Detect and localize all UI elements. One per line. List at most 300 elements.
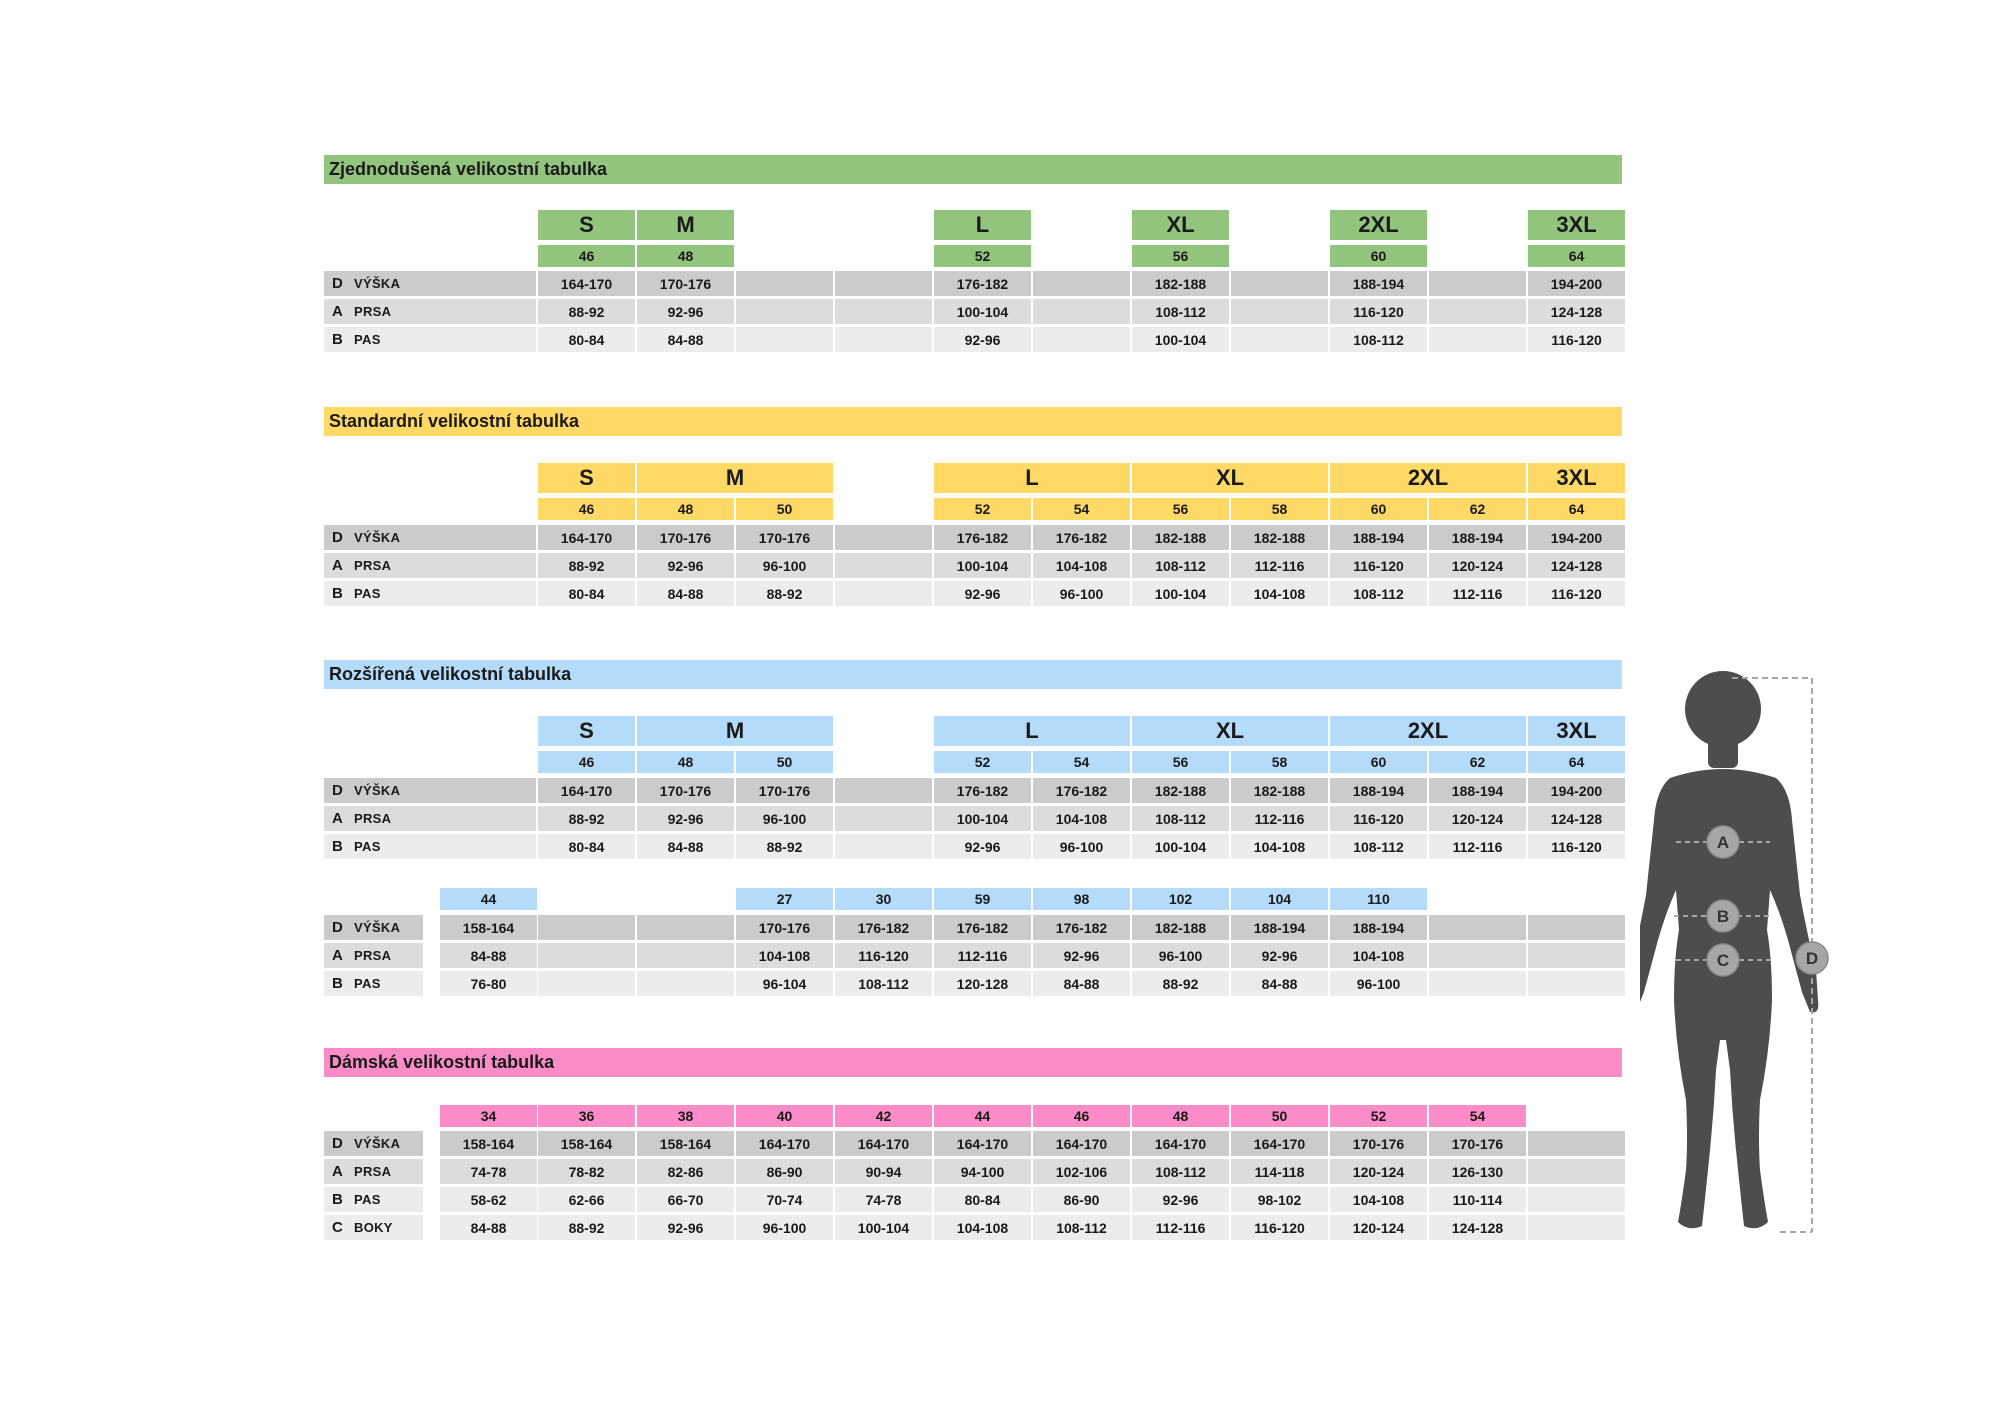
row-label-pas [324,327,536,352]
empty-cell [637,915,734,940]
table-cell: 84-88 [1033,971,1130,996]
table-cell: 116-120 [1231,1215,1328,1240]
table-title-3: Rozšířená velikostní tabulka [324,660,1622,689]
row-label-prsa [324,1159,423,1184]
row-code: D [332,275,343,292]
table-cell: 100-104 [1132,327,1229,352]
row-text: PRSA [354,558,392,573]
table-cell: 92-96 [1033,943,1130,968]
empty-cell [835,806,932,831]
size-number: 64 [1528,245,1625,267]
size-number: 64 [1528,751,1625,773]
table-cell: 194-200 [1528,271,1625,296]
table-cell: 188-194 [1429,778,1526,803]
row-text: PRSA [354,304,392,319]
table-cell: 120-124 [1429,553,1526,578]
size-number: 52 [1330,1105,1427,1127]
size-number: 44 [934,1105,1031,1127]
row-text: PAS [354,839,381,854]
table-cell: 158-164 [538,1131,635,1156]
table-cell: 80-84 [538,834,635,859]
empty-cell [1033,271,1130,296]
empty-cell [736,271,833,296]
row-code: B [332,1191,343,1208]
table-cell: 88-92 [1132,971,1229,996]
row-label-výška [324,271,536,296]
table-cell: 84-88 [440,1215,537,1240]
row-text: PRSA [354,1164,392,1179]
table-cell: 112-116 [1429,834,1526,859]
table-cell: 158-164 [637,1131,734,1156]
table-cell: 110-114 [1429,1187,1526,1212]
size-number: 46 [538,751,635,773]
table-cell: 80-84 [538,327,635,352]
table-cell: 86-90 [1033,1187,1130,1212]
table-cell: 188-194 [1330,778,1427,803]
empty-cell [1528,1159,1625,1184]
extra-size-number: 30 [835,888,932,910]
row-code: A [332,947,343,964]
empty-cell [1231,299,1328,324]
table-cell: 116-120 [1528,581,1625,606]
empty-cell [637,971,734,996]
row-label-prsa [324,299,536,324]
size-number: 42 [835,1105,932,1127]
size-number: 54 [1033,751,1130,773]
table-cell: 100-104 [934,806,1031,831]
table-cell: 98-102 [1231,1187,1328,1212]
extra-size-number: 44 [440,888,537,910]
row-code: B [332,838,343,855]
table-cell: 188-194 [1231,915,1328,940]
table-cell: 84-88 [637,834,734,859]
table-cell: 112-116 [1231,806,1328,831]
table-cell: 62-66 [538,1187,635,1212]
row-code: D [332,919,343,936]
size-number: 48 [637,245,734,267]
table-cell: 84-88 [637,581,734,606]
empty-cell [1528,943,1625,968]
table-cell: 100-104 [934,299,1031,324]
table-cell: 116-120 [1528,834,1625,859]
table-cell: 80-84 [538,581,635,606]
table-cell: 92-96 [1231,943,1328,968]
table-cell: 104-108 [1330,943,1427,968]
row-code: B [332,585,343,602]
table-cell: 96-100 [736,1215,833,1240]
table-cell: 112-116 [1429,581,1526,606]
table-cell: 116-120 [835,943,932,968]
row-code: A [332,303,343,320]
empty-cell [1528,1215,1625,1240]
table-cell: 104-108 [1231,834,1328,859]
row-label-výška [324,778,536,803]
size-number: 52 [934,245,1031,267]
table-cell: 126-130 [1429,1159,1526,1184]
size-header-s: S [538,210,635,240]
table-cell: 120-124 [1330,1159,1427,1184]
table-cell: 164-170 [538,525,635,550]
size-number: 54 [1033,498,1130,520]
size-number: 62 [1429,751,1526,773]
table-cell: 176-182 [1033,778,1130,803]
empty-cell [835,778,932,803]
marker-b-label: B [1716,907,1730,926]
table-cell: 104-108 [1231,581,1328,606]
table-cell: 92-96 [934,834,1031,859]
extra-size-number: 102 [1132,888,1229,910]
table-cell: 176-182 [1033,525,1130,550]
table-cell: 108-112 [1132,806,1229,831]
empty-cell [538,943,635,968]
empty-cell [1429,299,1526,324]
row-code: A [332,557,343,574]
size-number: 60 [1330,751,1427,773]
table-cell: 176-182 [1033,915,1130,940]
marker-d-label: D [1805,949,1819,968]
table-cell: 120-128 [934,971,1031,996]
row-code: B [332,975,343,992]
size-number: 56 [1132,245,1229,267]
row-text: PRSA [354,948,392,963]
table-cell: 84-88 [1231,971,1328,996]
marker-a-label: A [1716,833,1730,852]
table-cell: 164-170 [736,1131,833,1156]
extra-size-number: 104 [1231,888,1328,910]
table-cell: 194-200 [1528,778,1625,803]
size-header-2xl: 2XL [1330,210,1427,240]
table-cell: 182-188 [1132,915,1229,940]
row-text: PRSA [354,811,392,826]
row-label-pas [324,834,536,859]
table-cell: 124-128 [1528,806,1625,831]
row-text: VÝŠKA [354,783,401,798]
row-label-prsa [324,943,423,968]
extra-size-number: 27 [736,888,833,910]
size-header-3xl: 3XL [1528,210,1625,240]
size-header-2xl: 2XL [1330,463,1526,493]
table-cell: 92-96 [1132,1187,1229,1212]
table-cell: 124-128 [1528,553,1625,578]
size-header-s: S [538,716,635,746]
marker-c-label: C [1716,951,1730,970]
row-text: BOKY [354,1220,393,1235]
size-header-3xl: 3XL [1528,716,1625,746]
size-number: 58 [1231,751,1328,773]
table-cell: 96-100 [736,806,833,831]
table-cell: 76-80 [440,971,537,996]
extra-size-number: 98 [1033,888,1130,910]
size-number: 52 [934,751,1031,773]
table-cell: 92-96 [637,806,734,831]
table-cell: 104-108 [1033,553,1130,578]
empty-cell [1033,299,1130,324]
table-cell: 108-112 [1033,1215,1130,1240]
table-cell: 170-176 [736,525,833,550]
size-header-m: M [637,716,833,746]
empty-cell [835,299,932,324]
table-cell: 108-112 [1330,834,1427,859]
size-header-3xl: 3XL [1528,463,1625,493]
table-cell: 182-188 [1231,525,1328,550]
empty-cell [538,971,635,996]
size-header-2xl: 2XL [1330,716,1526,746]
row-text: PAS [354,1192,381,1207]
table-cell: 96-100 [1330,971,1427,996]
table-cell: 120-124 [1330,1215,1427,1240]
empty-cell [1429,327,1526,352]
size-number: 48 [1132,1105,1229,1127]
table-cell: 170-176 [736,915,833,940]
size-header-xl: XL [1132,716,1328,746]
size-number: 52 [934,498,1031,520]
table-cell: 100-104 [1132,581,1229,606]
row-code: D [332,1135,343,1152]
size-header-l: L [934,716,1130,746]
table-cell: 164-170 [1033,1131,1130,1156]
size-header-m: M [637,463,833,493]
table-cell: 176-182 [835,915,932,940]
row-label-výška [324,525,536,550]
table-cell: 194-200 [1528,525,1625,550]
size-number: 56 [1132,498,1229,520]
table-cell: 170-176 [637,525,734,550]
empty-cell [835,581,932,606]
table-cell: 170-176 [637,778,734,803]
size-number: 56 [1132,751,1229,773]
table-cell: 90-94 [835,1159,932,1184]
table-cell: 164-170 [538,778,635,803]
table-cell: 88-92 [538,806,635,831]
row-label-pas [324,971,423,996]
table-title-2: Standardní velikostní tabulka [324,407,1622,436]
table-cell: 86-90 [736,1159,833,1184]
size-header-m: M [637,210,734,240]
table-cell: 170-176 [736,778,833,803]
table-cell: 188-194 [1429,525,1526,550]
row-label-prsa [324,553,536,578]
table-cell: 176-182 [934,525,1031,550]
size-header-xl: XL [1132,463,1328,493]
body-measurement-figure [1640,670,1880,1250]
empty-cell [637,943,734,968]
size-number: 62 [1429,498,1526,520]
table-cell: 96-104 [736,971,833,996]
table-cell: 58-62 [440,1187,537,1212]
table-cell: 170-176 [1330,1131,1427,1156]
table-cell: 88-92 [736,581,833,606]
table-cell: 114-118 [1231,1159,1328,1184]
table-cell: 188-194 [1330,271,1427,296]
empty-cell [1033,327,1130,352]
empty-cell [835,525,932,550]
table-cell: 108-112 [1132,299,1229,324]
size-number: 34 [440,1105,537,1127]
table-cell: 100-104 [835,1215,932,1240]
table-cell: 112-116 [1132,1215,1229,1240]
size-number: 50 [736,751,833,773]
empty-cell [835,271,932,296]
size-number: 54 [1429,1105,1526,1127]
table-cell: 74-78 [440,1159,537,1184]
row-label-pas [324,1187,423,1212]
empty-cell [1528,1187,1625,1212]
table-cell: 158-164 [440,1131,537,1156]
table-cell: 176-182 [934,271,1031,296]
row-code: C [332,1219,343,1236]
table-cell: 108-112 [835,971,932,996]
table-cell: 164-170 [1132,1131,1229,1156]
table-cell: 66-70 [637,1187,734,1212]
table-cell: 92-96 [934,581,1031,606]
table-cell: 188-194 [1330,525,1427,550]
table-cell: 74-78 [835,1187,932,1212]
row-label-boky [324,1215,423,1240]
row-text: PAS [354,976,381,991]
row-text: PAS [354,332,381,347]
table-cell: 70-74 [736,1187,833,1212]
table-cell: 112-116 [1231,553,1328,578]
table-cell: 182-188 [1132,525,1229,550]
table-cell: 164-170 [1231,1131,1328,1156]
table-cell: 96-100 [1033,581,1130,606]
size-number: 58 [1231,498,1328,520]
size-number: 46 [538,245,635,267]
size-number: 46 [538,498,635,520]
table-cell: 112-116 [934,943,1031,968]
extra-size-number: 59 [934,888,1031,910]
size-number: 60 [1330,245,1427,267]
size-number: 40 [736,1105,833,1127]
size-number: 50 [1231,1105,1328,1127]
size-number: 36 [538,1105,635,1127]
row-text: PAS [354,586,381,601]
size-number: 48 [637,498,734,520]
table-cell: 88-92 [736,834,833,859]
table-cell: 164-170 [835,1131,932,1156]
empty-cell [736,327,833,352]
table-cell: 104-108 [736,943,833,968]
row-code: D [332,529,343,546]
table-cell: 124-128 [1528,299,1625,324]
empty-cell [835,327,932,352]
empty-cell [1429,943,1526,968]
table-cell: 124-128 [1429,1215,1526,1240]
table-cell: 92-96 [637,299,734,324]
table-cell: 164-170 [934,1131,1031,1156]
table-cell: 92-96 [637,1215,734,1240]
row-text: VÝŠKA [354,530,401,545]
size-header-l: L [934,463,1130,493]
table-cell: 116-120 [1330,806,1427,831]
table-cell: 182-188 [1231,778,1328,803]
table-cell: 102-106 [1033,1159,1130,1184]
table-cell: 104-108 [1330,1187,1427,1212]
row-label-výška [324,915,423,940]
size-number: 50 [736,498,833,520]
table-cell: 116-120 [1330,299,1427,324]
table-cell: 94-100 [934,1159,1031,1184]
table-title-4: Dámská velikostní tabulka [324,1048,1622,1077]
empty-cell [835,834,932,859]
size-number: 64 [1528,498,1625,520]
table-cell: 104-108 [934,1215,1031,1240]
empty-cell [1528,971,1625,996]
row-code: D [332,782,343,799]
table-cell: 158-164 [440,915,537,940]
empty-cell [1528,1131,1625,1156]
size-number: 60 [1330,498,1427,520]
empty-cell [538,915,635,940]
empty-cell [1231,271,1328,296]
table-cell: 96-100 [736,553,833,578]
empty-cell [1429,271,1526,296]
table-cell: 80-84 [934,1187,1031,1212]
table-cell: 84-88 [440,943,537,968]
size-number: 38 [637,1105,734,1127]
table-cell: 108-112 [1330,327,1427,352]
table-cell: 108-112 [1132,1159,1229,1184]
empty-cell [1231,327,1328,352]
table-cell: 164-170 [538,271,635,296]
table-cell: 176-182 [934,778,1031,803]
table-cell: 78-82 [538,1159,635,1184]
table-cell: 88-92 [538,1215,635,1240]
table-cell: 116-120 [1528,327,1625,352]
row-code: A [332,810,343,827]
table-cell: 182-188 [1132,271,1229,296]
table-cell: 92-96 [934,327,1031,352]
table-cell: 170-176 [1429,1131,1526,1156]
table-cell: 188-194 [1330,915,1427,940]
table-cell: 96-100 [1132,943,1229,968]
table-cell: 108-112 [1132,553,1229,578]
row-label-pas [324,581,536,606]
marker-d [1796,942,1828,974]
table-cell: 116-120 [1330,553,1427,578]
table-title-1: Zjednodušená velikostní tabulka [324,155,1622,184]
table-cell: 100-104 [1132,834,1229,859]
table-cell: 104-108 [1033,806,1130,831]
table-cell: 84-88 [637,327,734,352]
empty-cell [736,299,833,324]
empty-cell [835,553,932,578]
size-header-l: L [934,210,1031,240]
row-label-výška [324,1131,423,1156]
row-text: VÝŠKA [354,1136,401,1151]
table-cell: 170-176 [637,271,734,296]
size-header-s: S [538,463,635,493]
table-cell: 88-92 [538,299,635,324]
size-number: 46 [1033,1105,1130,1127]
extra-size-number: 110 [1330,888,1427,910]
table-cell: 182-188 [1132,778,1229,803]
table-cell: 108-112 [1330,581,1427,606]
row-text: VÝŠKA [354,920,401,935]
row-code: A [332,1163,343,1180]
size-header-xl: XL [1132,210,1229,240]
table-cell: 100-104 [934,553,1031,578]
row-label-prsa [324,806,536,831]
table-cell: 120-124 [1429,806,1526,831]
empty-cell [1429,915,1526,940]
table-cell: 176-182 [934,915,1031,940]
table-cell: 92-96 [637,553,734,578]
table-cell: 96-100 [1033,834,1130,859]
empty-cell [1429,971,1526,996]
row-code: B [332,331,343,348]
table-cell: 82-86 [637,1159,734,1184]
